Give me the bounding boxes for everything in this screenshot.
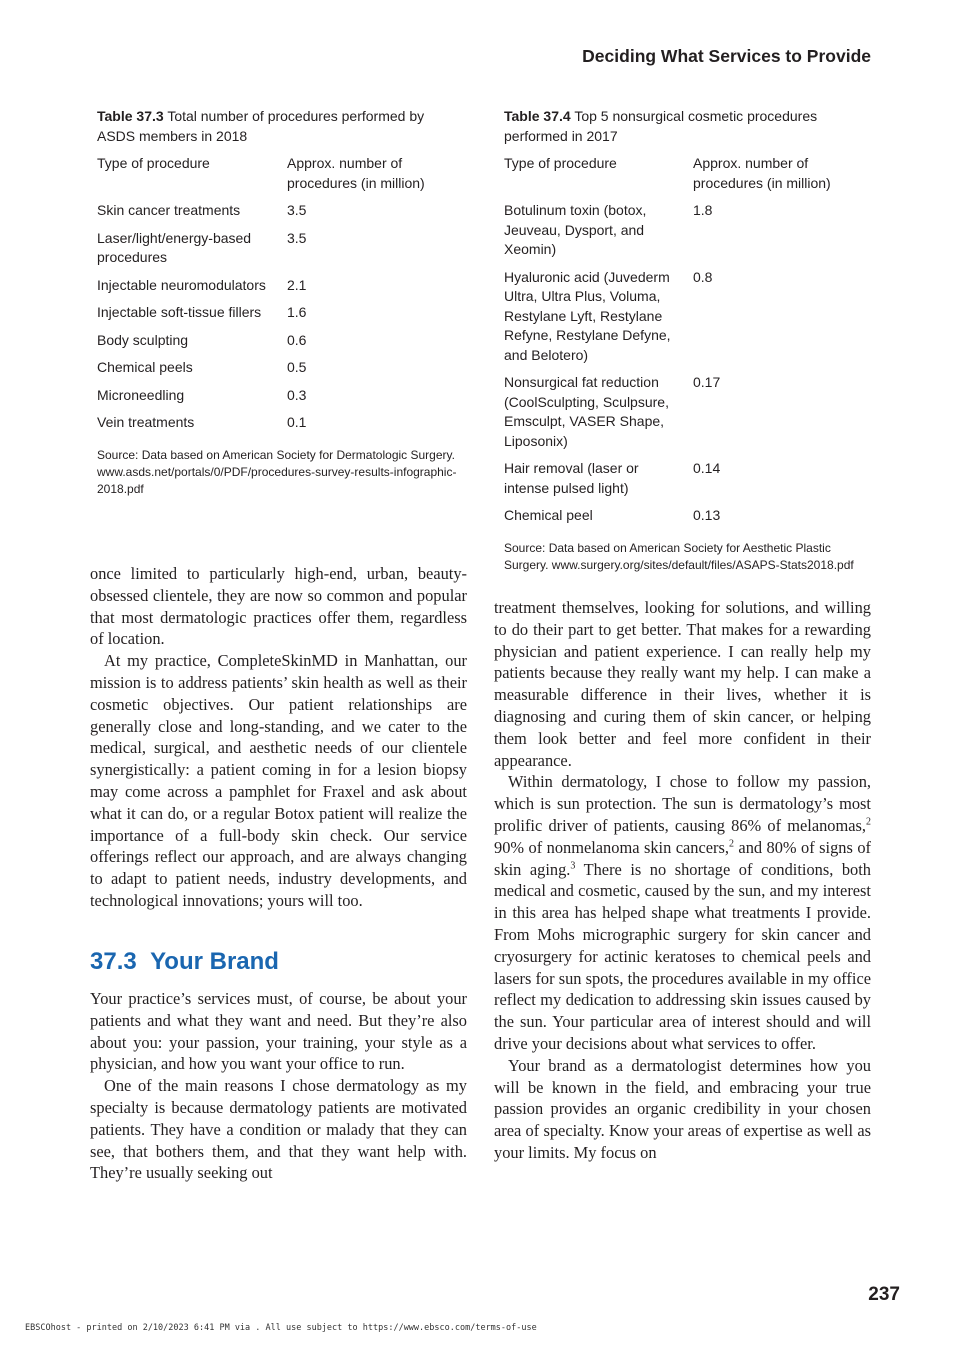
- procedure-cell: Laser/light/energy-based procedures: [97, 229, 252, 265]
- procedure-cell: Microneedling: [97, 386, 185, 403]
- column-header: Type of procedure: [504, 155, 617, 171]
- procedure-cell: Body sculpting: [97, 331, 189, 348]
- table-row: [97, 413, 457, 441]
- procedure-cell: Hyaluronic acid (Juvederm Ultra, Ultra Plus, Voluma, Restylane Lyft, Restylane Refyne, Restylane Defyne, and Belotero): [504, 268, 671, 363]
- table-row: [97, 276, 457, 304]
- count-cell: 0.6: [287, 331, 307, 348]
- count-cell: 3.5: [287, 229, 307, 246]
- procedure-cell: Injectable neuromodulators: [97, 276, 266, 293]
- procedure-cell: Injectable soft-tissue fillers: [97, 304, 262, 320]
- count-cell: 3.5: [287, 202, 307, 218]
- right-column: [494, 597, 871, 1164]
- count-cell: 0.17: [693, 374, 721, 390]
- column-header: Type of procedure: [97, 155, 210, 171]
- left-column-bottom: [90, 988, 467, 1184]
- count-cell: 1.6: [287, 304, 307, 320]
- procedure-cell: Botulinum toxin (botox, Jeuveau, Dysport, and Xeomin): [504, 202, 647, 257]
- column-header: Approx. number of procedures (in million): [693, 155, 831, 191]
- count-cell: 0.13: [693, 507, 721, 523]
- body-paragraph: [494, 771, 871, 1054]
- table-header-row: [504, 154, 876, 201]
- print-footer: EBSCOhost - printed on 2/10/2023 6:41 PM via . All use subject to https://www.ebsco.com/terms-of-use: [25, 1323, 537, 1333]
- count-cell: 1.8: [693, 202, 713, 218]
- body-paragraph: once limited to particularly high-end, urban, beauty-obsessed clientele, they are now so common and popular that most dermatologic practices offer them, regardless of location.: [90, 564, 467, 649]
- procedure-cell: Hair removal (laser or intense pulsed light): [504, 460, 639, 496]
- table-row: [504, 268, 876, 374]
- body-paragraph: At my practice, CompleteSkinMD in Manhattan, our mission is to address patients’ skin health as well as their cosmetic objectives. Our patient relationships are generally close and long-standing, and we cater to the medical, surgical, and aesthetic needs of our clientele synergistically: a patient coming in for a lesion biopsy may come across a pamphlet for Fraxel and ask about what it can do, or a regular Botox patient will realize the importance of a full-body skin check. Our service offerings reflect our approach, and are always changing to adapt to patient needs, industry developments, and technological innovations; yours will too.: [90, 651, 467, 910]
- section-title: Your Brand: [150, 948, 279, 975]
- column-header: Approx. number of procedures (in million): [287, 155, 425, 191]
- table-37-4: [504, 107, 876, 574]
- procedure-cell: Chemical peels: [97, 359, 193, 375]
- table-caption: [504, 107, 876, 146]
- section-heading: [90, 948, 279, 976]
- text-run: and 80% of signs of skin aging.: [494, 837, 871, 879]
- count-cell: 0.8: [693, 268, 713, 285]
- table-row: [97, 386, 457, 414]
- count-cell: 0.5: [287, 359, 307, 375]
- table-body: [504, 154, 876, 534]
- table-row: [97, 331, 457, 359]
- table-row: [504, 459, 876, 506]
- table-body: [97, 154, 457, 441]
- text-run: There is no shortage of conditions, both medical and cosmetic, caused by the sun, and my interest in this area has helped shape what treatments I provide. From Mohs micrographic surgery for skin cancer and cryosurgery for actinic keratoses to chemical peels and lasers for sun spots, the procedures available in my office reflect my dedication to addressing skin issues caused by the sun. Your particular area of interest should and will drive your decisions about what services to offer.: [494, 859, 872, 1053]
- table-row: [97, 358, 457, 386]
- count-cell: 0.3: [287, 386, 307, 403]
- running-head: Deciding What Services to Provide: [582, 46, 871, 66]
- count-cell: 2.1: [287, 276, 307, 293]
- body-paragraph: treatment themselves, looking for solutions, and willing to do their part to get better. That makes for a rewarding physician and patient experience. I can really help my patients because they really want my help. I can make a measurable difference in their lives, whether it is diagnosing and curing them of skin cancer, or helping them look better and feel more confident in their appearance.: [494, 598, 871, 770]
- table-source: Source: Data based on American Society for Dermatologic Surgery. www.asds.net/portals/0/PDF/procedures-survey-results-infographic-2018.pdf: [97, 447, 457, 496]
- table-row: [97, 201, 457, 229]
- body-paragraph: Your practice’s services must, of course, be about your patients and what they want and need. But they’re also about you: your passion, your training, your style as a physician, and how you want your office to run.: [90, 989, 467, 1074]
- left-column-top: [90, 563, 467, 912]
- procedure-cell: Nonsurgical fat reduction (CoolSculpting, Sculpsure, Emsculpt, VASER Shape, Liposonix): [504, 374, 669, 449]
- text-run: 90% of nonmelanoma skin cancers,: [494, 837, 729, 857]
- table-caption-text: Top 5 nonsurgical cosmetic procedures performed in 2017: [504, 108, 818, 144]
- table-row: [97, 229, 457, 276]
- procedure-cell: Skin cancer treatments: [97, 202, 241, 218]
- table-label: Table 37.3: [97, 108, 164, 124]
- citation-ref: 2: [866, 816, 871, 828]
- count-cell: 0.14: [693, 460, 721, 476]
- table-label: Table 37.4: [504, 108, 571, 124]
- table-row: [504, 201, 876, 268]
- procedure-cell: Chemical peel: [504, 507, 593, 523]
- table-header-row: [97, 154, 457, 201]
- citation-ref: 2: [728, 838, 734, 850]
- table-37-3: [97, 107, 457, 498]
- table-source: Source: Data based on American Society for Aesthetic Plastic Surgery. www.surgery.org/sites/default/files/ASAPS-Stats2018.pdf: [504, 540, 854, 572]
- count-cell: 0.1: [287, 414, 307, 430]
- procedure-cell: Vein treatments: [97, 414, 195, 430]
- section-number: 37.3: [90, 948, 137, 975]
- table-caption: [97, 107, 457, 146]
- table-row: [504, 506, 876, 534]
- text-run: Within dermatology, I chose to follow my passion, which is sun protection. The sun is dermatology’s most prolific driver of patients, causing 86% of melanomas,: [494, 772, 871, 835]
- table-caption-text: Total number of procedures performed by ASDS members in 2018: [97, 108, 425, 144]
- table-row: [97, 303, 457, 331]
- body-paragraph: One of the main reasons I chose dermatology as my specialty is because dermatology patients are motivated patients. They have a condition or malady that they can see, that bothers them, and that they want help with. They’re usually seeking out: [90, 1076, 467, 1183]
- table-row: [504, 373, 876, 459]
- page-number: 237: [868, 1284, 900, 1305]
- citation-ref: 3: [570, 860, 576, 872]
- body-paragraph: Your brand as a dermatologist determines how you will be known in the field, and embracing your true passion provides an organic credibility in your chosen area of specialty. Know your areas of expertise as well as your limits. My focus on: [494, 1055, 871, 1162]
